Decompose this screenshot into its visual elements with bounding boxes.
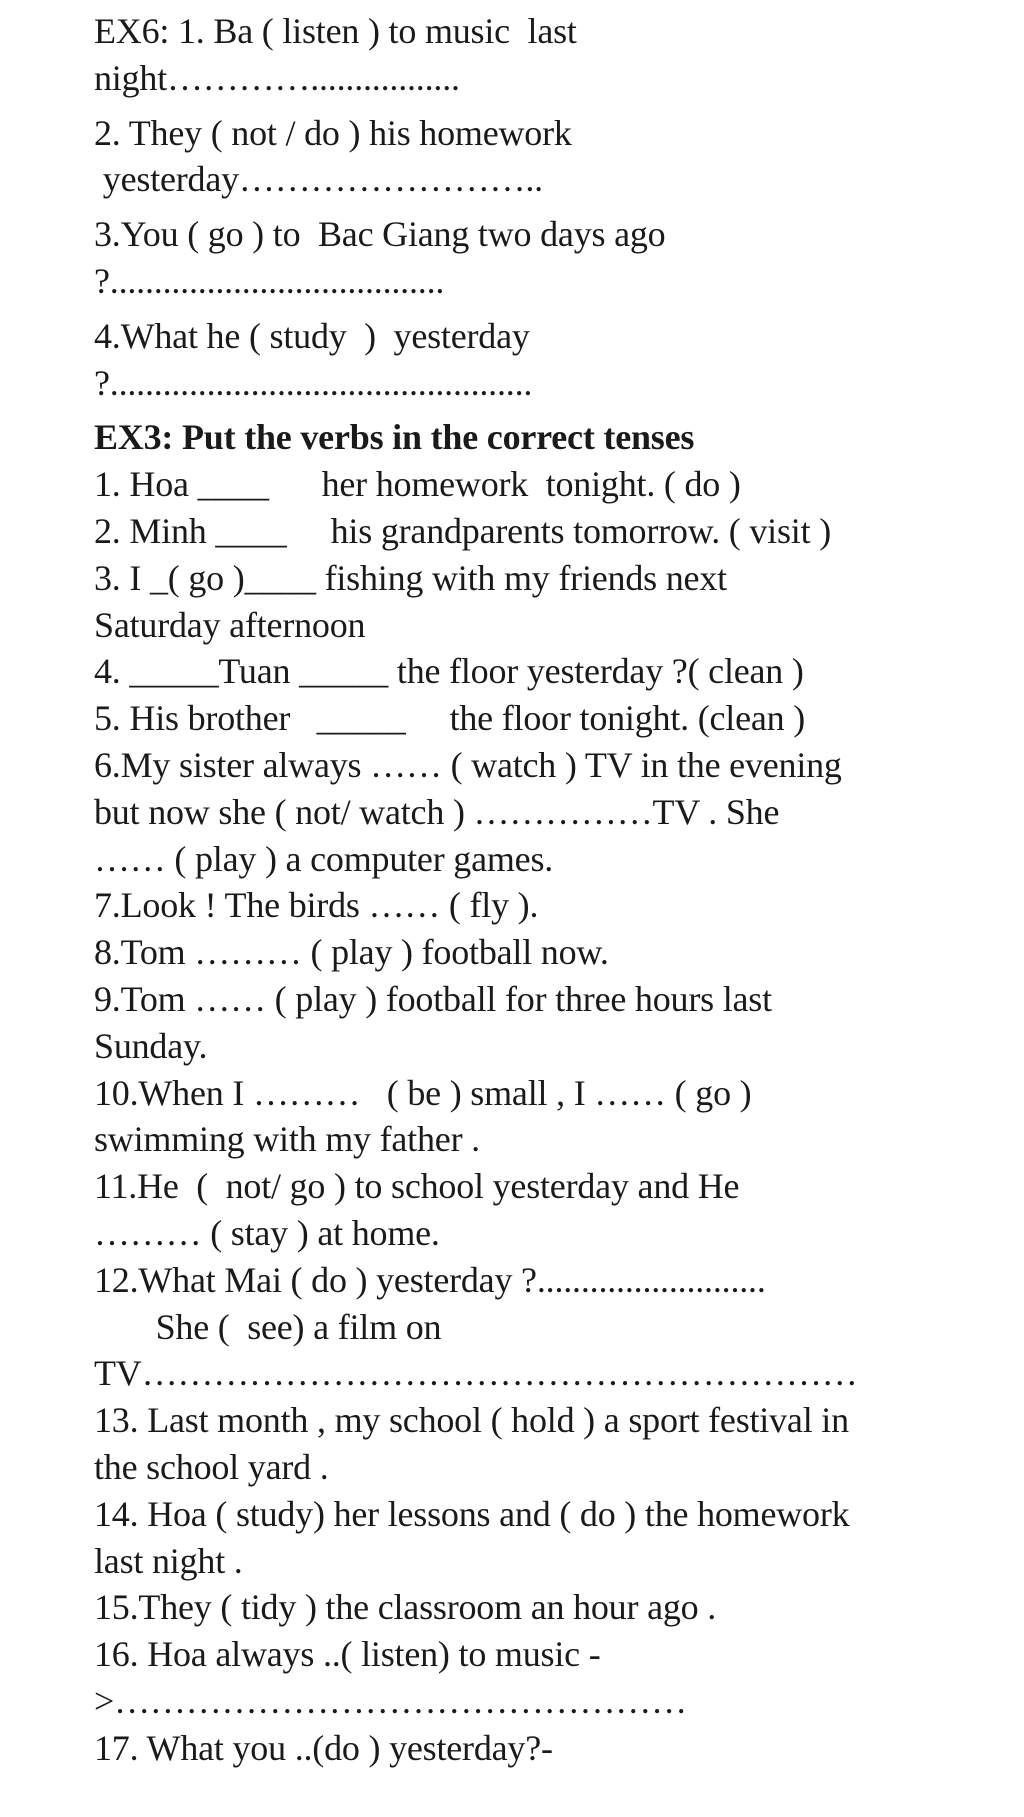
ex3-line: 3. I _( go )____ fishing with my friends next — [94, 557, 727, 598]
ex3-line: 1. Hoa ____ her homework tonight. ( do ) — [94, 464, 741, 505]
ex6-item-3-answer: ?...................................... — [94, 260, 445, 301]
ex6-item-1-answer: night…………................. — [94, 57, 460, 98]
ex3-line: swimming with my father . — [94, 1119, 480, 1160]
ex3-line: >………………………………………… — [94, 1680, 687, 1721]
ex6-item-3: 3.You ( go ) to Bac Giang two days ago — [94, 214, 666, 255]
ex3-line: 12.What Mai ( do ) yesterday ?.......................... — [94, 1259, 766, 1300]
ex3-line: but now she ( not/ watch ) ……………TV . She — [94, 791, 780, 832]
ex3-line: Saturday afternoon — [94, 604, 366, 645]
ex3-line: 11.He ( not/ go ) to school yesterday and He — [94, 1166, 740, 1207]
ex3-line: 2. Minh ____ his grandparents tomorrow. ( visit ) — [94, 510, 831, 551]
ex3-line: the school yard . — [94, 1446, 329, 1487]
ex3-line: 5. His brother _____ the floor tonight. (clean ) — [94, 698, 806, 739]
ex3-line: TV…………………………………………………… — [94, 1353, 858, 1394]
ex3-line: 10.When I ……… ( be ) small , I …… ( go ) — [94, 1072, 752, 1113]
ex3-line: 7.Look ! The birds …… ( fly ). — [94, 885, 539, 926]
ex3-line: 14. Hoa ( study) her lessons and ( do ) the homework — [94, 1493, 850, 1534]
ex3-line: 6.My sister always …… ( watch ) TV in the evening — [94, 744, 842, 785]
ex3-line: 16. Hoa always ..( listen) to music - — [94, 1634, 601, 1675]
ex3-line: 13. Last month , my school ( hold ) a sport festival in — [94, 1400, 849, 1441]
ex3-line: 4. _____Tuan _____ the floor yesterday ?( clean ) — [94, 651, 804, 692]
ex3-line: 8.Tom ……… ( play ) football now. — [94, 932, 609, 973]
ex3-line: Sunday. — [94, 1025, 208, 1066]
ex6-item-4-answer: ?................................................ — [94, 362, 533, 403]
ex3-line: 17. What you ..(do ) yesterday?- — [94, 1727, 553, 1768]
ex3-heading: EX3: Put the verbs in the correct tenses — [94, 417, 695, 458]
ex3-line: 15.They ( tidy ) the classroom an hour ago . — [94, 1587, 717, 1628]
ex3-line: last night . — [94, 1540, 243, 1581]
ex6-item-2: 2. They ( not / do ) his homework — [94, 112, 572, 153]
worksheet — [94, 8, 1014, 1771]
ex3-line: ……… ( stay ) at home. — [94, 1212, 440, 1253]
ex3-line: 9.Tom …… ( play ) football for three hours last — [94, 978, 772, 1019]
ex6-item-1: EX6: 1. Ba ( listen ) to music last — [94, 11, 577, 51]
ex3-line: …… ( play ) a computer games. — [94, 838, 554, 879]
ex3-line: She ( see) a film on — [94, 1306, 442, 1347]
ex6-item-4: 4.What he ( study ) yesterday — [94, 315, 530, 356]
ex6-item-2-answer: yesterday…………………….. — [94, 159, 543, 200]
